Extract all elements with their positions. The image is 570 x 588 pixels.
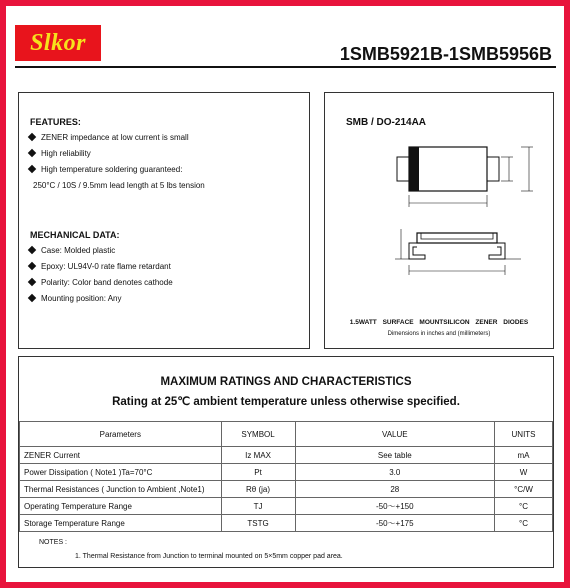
header-units: UNITS [495,422,553,447]
ratings-table [19,421,553,532]
features-panel [18,92,310,349]
row-param: Power Dissipation ( Note1 )Ta=70°C [20,464,222,481]
row-unit: W [495,464,553,481]
package-panel [324,92,554,349]
row-symbol: TJ [221,498,295,515]
header-rule [15,66,556,68]
header-parameters: Parameters [20,422,222,447]
package-outline-drawing [325,93,553,303]
features-heading: FEATURES: [30,117,81,127]
mechanical-item: Polarity: Color band denotes cathode [27,274,173,290]
row-value: -50～+150 [295,498,495,515]
ratings-title: MAXIMUM RATINGS AND CHARACTERISTICS [160,376,412,388]
bullet-diamond-icon [28,294,36,302]
row-symbol: TSTG [221,515,295,532]
datasheet-page [6,6,564,582]
mechanical-item: Epoxy: UL94V-0 rate flame retardant [27,258,173,274]
header-symbol: SYMBOL [221,422,295,447]
feature-item: High temperature soldering guaranteed: [27,161,205,177]
bullet-diamond-icon [28,246,36,254]
mechanical-item: Case: Molded plastic [27,242,173,258]
note-item: 1. Thermal Resistance from Junction to terminal mounted on 5×5mm copper pad area. [75,553,343,560]
notes-label: NOTES : [39,539,68,546]
bullet-diamond-icon [28,278,36,286]
bullet-diamond-icon [28,133,36,141]
row-value: 28 [295,481,495,498]
bullet-diamond-icon [28,262,36,270]
bullet-diamond-icon [28,165,36,173]
part-range-title: 1SMB5921B-1SMB5956B [339,44,552,64]
mechanical-list [27,242,173,306]
table-row [20,447,553,464]
row-param: ZENER Current [20,447,222,464]
package-caption: 1.5WATT SURFACE MOUNTSILICON ZENER DIODES [349,319,529,326]
table-row [20,464,553,481]
logo-text: Slkor [30,29,86,56]
row-unit: °C [495,498,553,515]
header-value: VALUE [295,422,495,447]
mechanical-heading: MECHANICAL DATA: [30,230,120,240]
table-row [20,498,553,515]
row-symbol: Rθ (ja) [221,481,295,498]
ratings-subtitle: Rating at 25℃ ambient temperature unless otherwise specified. [112,396,460,408]
row-unit: mA [495,447,553,464]
bullet-diamond-icon [28,149,36,157]
row-param: Thermal Resistances ( Junction to Ambient ,Note1) [20,481,222,498]
row-symbol: Pt [221,464,295,481]
row-value: See table [295,447,495,464]
row-value: -50～+175 [295,515,495,532]
brand-logo [15,25,101,61]
row-param: Operating Temperature Range [20,498,222,515]
row-value: 3.0 [295,464,495,481]
feature-item: High reliability [27,145,205,161]
mechanical-item: Mounting position: Any [27,290,173,306]
row-symbol: Iz MAX [221,447,295,464]
row-unit: °C/W [495,481,553,498]
row-param: Storage Temperature Range [20,515,222,532]
table-row [20,515,553,532]
package-title: SMB / DO-214AA [346,117,427,128]
row-unit: °C [495,515,553,532]
solder-detail: 250°C / 10S / 9.5mm lead length at 5 lbs tension [33,180,205,190]
dimensions-note: Dimensions in inches and (millimeters) [387,331,491,337]
ratings-panel [18,356,554,568]
features-list [27,129,205,193]
table-header-row [20,422,553,447]
feature-item: ZENER impedance at low current is small [27,129,205,145]
table-row [20,481,553,498]
